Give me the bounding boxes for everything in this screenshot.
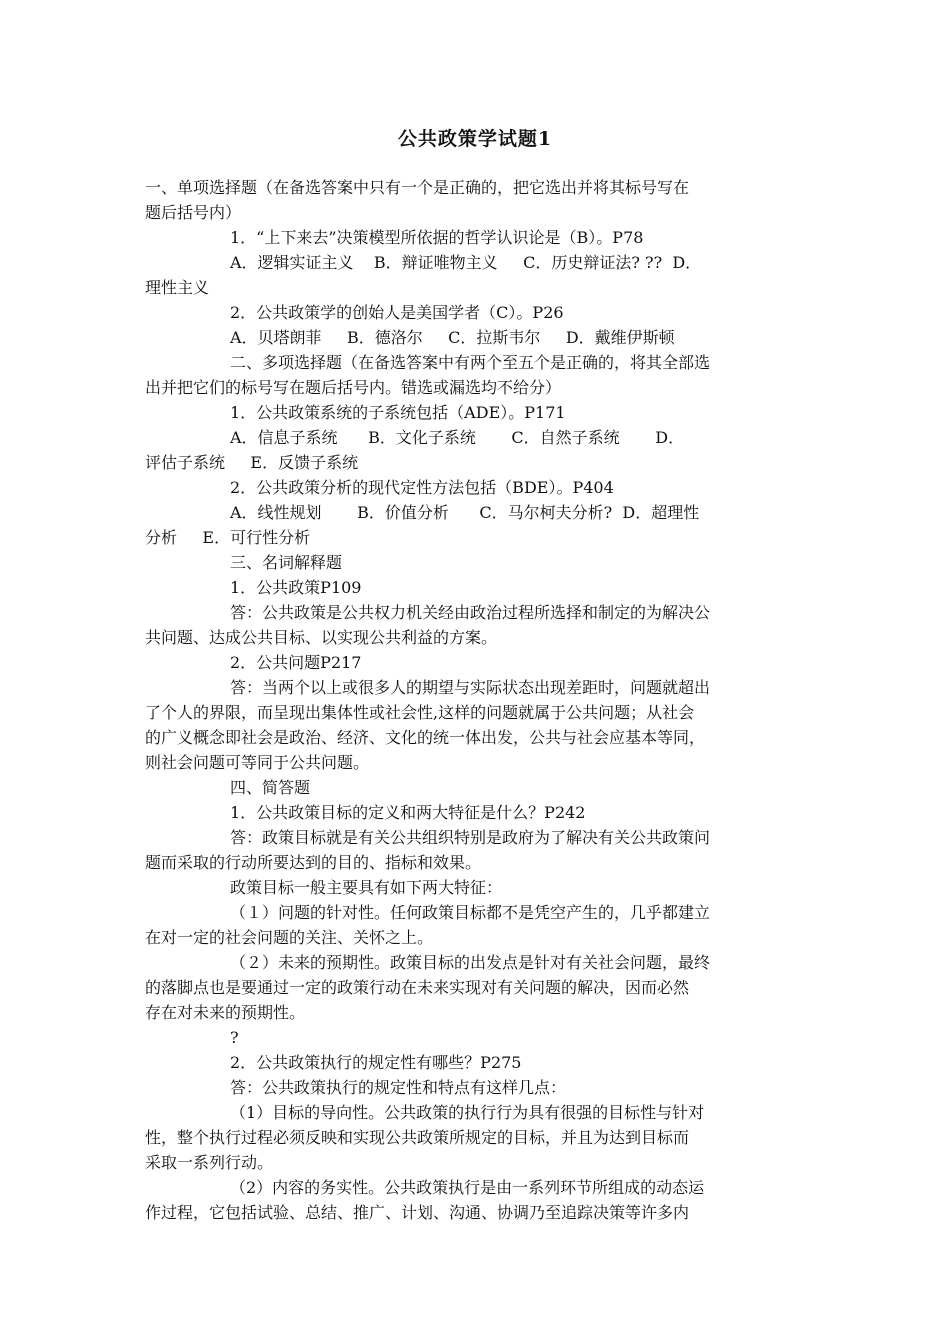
text-line: 评估子系统 E．反馈子系统 bbox=[145, 453, 359, 472]
text-line: 理性主义 bbox=[145, 278, 210, 297]
text-line: 在对一定的社会问题的关注、关怀之上。 bbox=[145, 928, 434, 947]
text-line: 性，整个执行过程必须反映和实现公共政策所规定的目标，并且为达到目标而 bbox=[145, 1128, 690, 1147]
text-line: 作过程，它包括试验、总结、推广、计划、沟通、协调乃至追踪决策等许多内 bbox=[145, 1203, 690, 1222]
text-line: 题而采取的行动所要达到的目的、指标和效果。 bbox=[145, 853, 482, 872]
question-line: 2．公共政策学的创始人是美国学者（C）。P26 bbox=[230, 303, 564, 322]
text-line: （1）目标的导向性。公共政策的执行行为具有很强的目标性与针对 bbox=[230, 1103, 705, 1122]
text-line: 的广义概念即社会是政治、经济、文化的统一体出发，公共与社会应基本等同， bbox=[145, 728, 706, 747]
question-line: 1．“上下来去”决策模型所依据的哲学认识论是（B）。P78 bbox=[230, 228, 644, 247]
section-heading: 四、简答题 bbox=[230, 778, 311, 797]
question-line: 1．公共政策P109 bbox=[230, 578, 362, 597]
text-line: 题后括号内） bbox=[145, 203, 242, 222]
text-line: （１）问题的针对性。任何政策目标都不是凭空产生的，几乎都建立 bbox=[230, 903, 711, 922]
answer-line: 答：公共政策执行的规定性和特点有这样几点： bbox=[230, 1078, 567, 1097]
document-title: 公共政策学试题1 bbox=[397, 128, 553, 150]
options-line: A．逻辑实证主义 B．辩证唯物主义 C．历史辩证法? ?? D． bbox=[230, 253, 702, 272]
text-line: 政策目标一般主要具有如下两大特征： bbox=[230, 878, 503, 897]
options-line: A．贝塔朗菲 B．德洛尔 C．拉斯韦尔 D．戴维伊斯顿 bbox=[230, 328, 675, 347]
section-heading: 一、单项选择题（在备选答案中只有一个是正确的，把它选出并将其标号写在 bbox=[145, 178, 690, 197]
text-line: 出并把它们的标号写在题后括号内。错选或漏选均不给分） bbox=[145, 378, 562, 397]
text-line: 存在对未来的预期性。 bbox=[145, 1003, 306, 1022]
text-line: ? bbox=[230, 1028, 239, 1047]
question-line: 1．公共政策系统的子系统包括（ADE）。P171 bbox=[230, 403, 566, 422]
text-line: 则社会问题可等同于公共问题。 bbox=[145, 753, 370, 772]
text-line: （2）内容的务实性。公共政策执行是由一系列环节所组成的动态运 bbox=[230, 1178, 705, 1197]
text-line: 共问题、达成公共目标、以实现公共利益的方案。 bbox=[145, 628, 498, 647]
question-line: 2．公共政策分析的现代定性方法包括（BDE）。P404 bbox=[230, 478, 614, 497]
text-line: 采取一系列行动。 bbox=[145, 1153, 274, 1172]
answer-line: 答：当两个以上或很多人的期望与实际状态出现差距时，问题就超出 bbox=[230, 678, 711, 697]
section-heading: 二、多项选择题（在备选答案中有两个至五个是正确的，将其全部选 bbox=[230, 353, 711, 372]
text-line: 的落脚点也是要通过一定的政策行动在未来实现对有关问题的解决，因而必然 bbox=[145, 978, 690, 997]
options-line: A．线性规划 B．价值分析 C．马尔柯夫分析? D．超理性 bbox=[230, 503, 700, 522]
text-line: 了个人的界限，而呈现出集体性或社会性,这样的问题就属于公共问题；从社会 bbox=[145, 703, 695, 722]
options-line: A．信息子系统 B．文化子系统 C．自然子系统 D． bbox=[230, 428, 685, 447]
answer-line: 答：政策目标就是有关公共组织特别是政府为了解决有关公共政策问 bbox=[230, 828, 711, 847]
question-line: 2．公共政策执行的规定性有哪些？P275 bbox=[230, 1053, 522, 1072]
question-line: 2．公共问题P217 bbox=[230, 653, 362, 672]
question-line: 1．公共政策目标的定义和两大特征是什么？P242 bbox=[230, 803, 586, 822]
text-line: 分析 E．可行性分析 bbox=[145, 528, 311, 547]
section-heading: 三、名词解释题 bbox=[230, 553, 343, 572]
text-line: （２）未来的预期性。政策目标的出发点是针对有关社会问题，最终 bbox=[230, 953, 711, 972]
answer-line: 答：公共政策是公共权力机关经由政治过程所选择和制定的为解决公 bbox=[230, 603, 711, 622]
